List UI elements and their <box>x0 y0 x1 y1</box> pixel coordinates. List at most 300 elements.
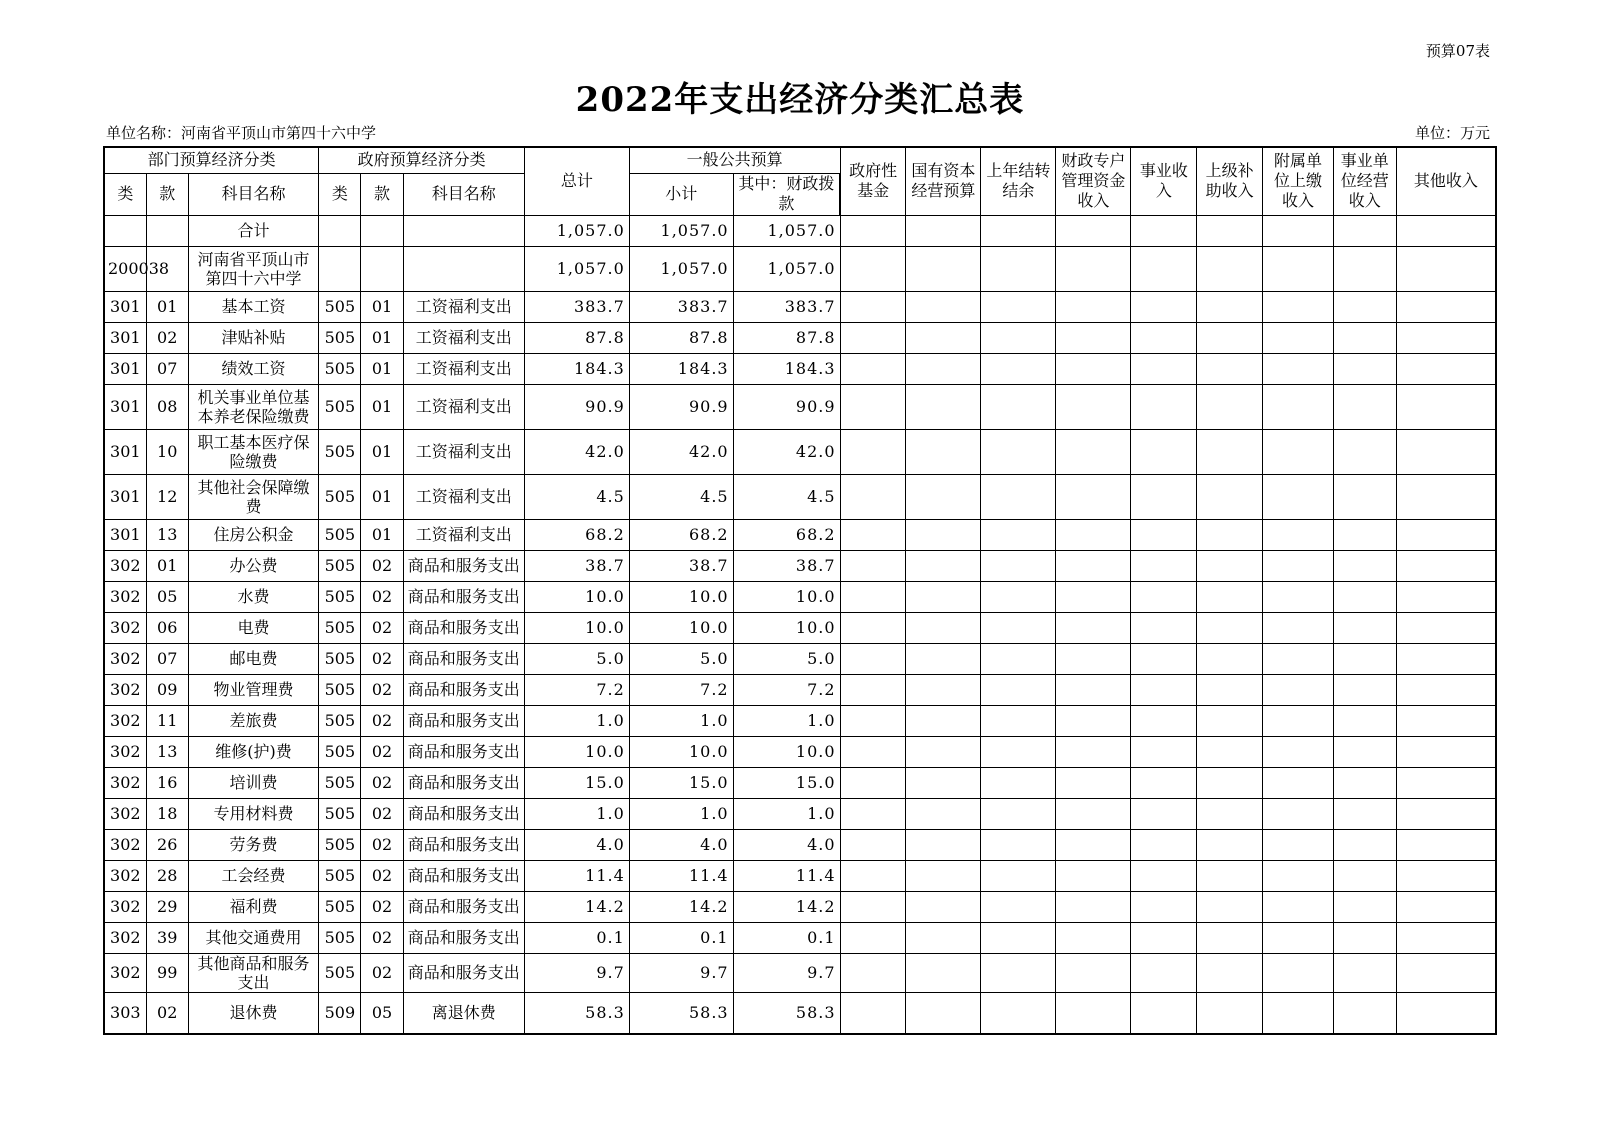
subtotal-cell: 383.7 <box>629 291 733 322</box>
dept-kuan-cell: 01 <box>146 291 188 322</box>
gov-lei-header: 类 <box>319 173 361 215</box>
fiscal-cell: 15.0 <box>733 767 840 798</box>
gov-fund-cell <box>840 612 906 643</box>
operating-income-cell <box>1333 891 1396 922</box>
gov-name-cell: 商品和服务支出 <box>403 891 524 922</box>
gov-fund-cell <box>840 429 906 474</box>
superior-subsidy-cell <box>1197 705 1263 736</box>
gov-name-cell: 商品和服务支出 <box>403 829 524 860</box>
dept-lei-cell: 302 <box>104 860 146 891</box>
dept-name-cell: 津贴补贴 <box>188 322 319 353</box>
carry-over-cell <box>981 519 1056 550</box>
gov-name-cell: 商品和服务支出 <box>403 798 524 829</box>
affiliated-income-cell <box>1263 384 1334 429</box>
gov-lei-cell: 505 <box>319 322 361 353</box>
fiscal-cell: 42.0 <box>733 429 840 474</box>
subtotal-cell: 10.0 <box>629 736 733 767</box>
other-income-cell <box>1396 550 1496 581</box>
carry-over-cell <box>981 474 1056 519</box>
dept-kuan-cell: 11 <box>146 705 188 736</box>
dept-lei-cell: 301 <box>104 322 146 353</box>
dept-lei-cell: 302 <box>104 612 146 643</box>
subtotal-cell: 0.1 <box>629 922 733 953</box>
gov-fund-cell <box>840 322 906 353</box>
table-row <box>104 922 1496 953</box>
carry-over-cell <box>981 246 1056 291</box>
subtotal-cell: 1.0 <box>629 705 733 736</box>
superior-subsidy-cell <box>1197 612 1263 643</box>
gov-lei-cell: 505 <box>319 705 361 736</box>
total-cell: 1,057.0 <box>524 215 629 246</box>
dept-name-cell: 退休费 <box>188 992 319 1034</box>
carry-over-cell <box>981 767 1056 798</box>
superior-subsidy-cell <box>1197 798 1263 829</box>
table-row <box>104 953 1496 992</box>
state-capital-cell <box>906 322 981 353</box>
carry-over-cell <box>981 550 1056 581</box>
gov-kuan-cell: 01 <box>361 519 403 550</box>
gov-fund-cell <box>840 519 906 550</box>
dept-kuan-cell: 99 <box>146 953 188 992</box>
state-capital-cell <box>906 705 981 736</box>
gov-fund-cell <box>840 829 906 860</box>
total-cell: 1,057.0 <box>524 246 629 291</box>
business-income-cell <box>1131 767 1197 798</box>
special-account-cell <box>1056 922 1131 953</box>
subtotal-cell: 4.5 <box>629 474 733 519</box>
dept-name-cell: 邮电费 <box>188 643 319 674</box>
state-capital-cell <box>906 953 981 992</box>
state-capital-cell <box>906 736 981 767</box>
superior-subsidy-cell <box>1197 519 1263 550</box>
affiliated-income-cell <box>1263 953 1334 992</box>
business-income-cell <box>1131 474 1197 519</box>
special-account-cell <box>1056 829 1131 860</box>
carry-over-cell <box>981 860 1056 891</box>
gov-fund-cell <box>840 705 906 736</box>
fiscal-cell: 10.0 <box>733 581 840 612</box>
special-account-cell <box>1056 246 1131 291</box>
dept-name-cell: 住房公积金 <box>188 519 319 550</box>
gov-kuan-cell: 01 <box>361 322 403 353</box>
fiscal-cell: 68.2 <box>733 519 840 550</box>
operating-income-cell <box>1333 353 1396 384</box>
table-row <box>104 736 1496 767</box>
affiliated-income-cell <box>1263 353 1334 384</box>
other-income-cell <box>1396 992 1496 1034</box>
superior-subsidy-cell <box>1197 860 1263 891</box>
gov-kuan-cell: 02 <box>361 581 403 612</box>
subtotal-cell: 10.0 <box>629 612 733 643</box>
fiscal-cell: 38.7 <box>733 550 840 581</box>
other-income-header: 其他收入 <box>1396 147 1496 215</box>
gov-name-cell: 商品和服务支出 <box>403 860 524 891</box>
carry-over-cell <box>981 384 1056 429</box>
operating-income-cell <box>1333 922 1396 953</box>
gov-lei-cell <box>319 246 361 291</box>
subtotal-cell: 1,057.0 <box>629 246 733 291</box>
gov-lei-cell: 505 <box>319 519 361 550</box>
gov-lei-cell: 505 <box>319 581 361 612</box>
dept-name-cell: 福利费 <box>188 891 319 922</box>
dept-kuan-cell: 10 <box>146 429 188 474</box>
table-row <box>104 246 1496 291</box>
special-account-cell <box>1056 767 1131 798</box>
superior-subsidy-cell <box>1197 922 1263 953</box>
operating-income-cell <box>1333 474 1396 519</box>
table-row <box>104 550 1496 581</box>
total-cell: 7.2 <box>524 674 629 705</box>
state-capital-cell <box>906 891 981 922</box>
total-cell: 38.7 <box>524 550 629 581</box>
superior-subsidy-cell <box>1197 322 1263 353</box>
dept-kuan-cell: 02 <box>146 322 188 353</box>
affiliated-income-cell <box>1263 429 1334 474</box>
dept-lei-cell: 301 <box>104 519 146 550</box>
other-income-cell <box>1396 798 1496 829</box>
fiscal-cell: 5.0 <box>733 643 840 674</box>
dept-lei-cell: 302 <box>104 798 146 829</box>
gov-kuan-cell: 01 <box>361 353 403 384</box>
dept-lei-cell: 302 <box>104 705 146 736</box>
fiscal-cell: 90.9 <box>733 384 840 429</box>
superior-subsidy-cell <box>1197 674 1263 705</box>
gov-fund-cell <box>840 922 906 953</box>
business-income-cell <box>1131 246 1197 291</box>
gov-kuan-cell: 01 <box>361 384 403 429</box>
other-income-cell <box>1396 429 1496 474</box>
subtotal-cell: 90.9 <box>629 384 733 429</box>
state-capital-cell <box>906 581 981 612</box>
state-capital-cell <box>906 384 981 429</box>
dept-name-cell: 物业管理费 <box>188 674 319 705</box>
dept-name-cell: 电费 <box>188 612 319 643</box>
dept-lei-cell <box>104 215 146 246</box>
dept-name-header: 科目名称 <box>188 173 319 215</box>
gov-fund-cell <box>840 474 906 519</box>
carry-over-header: 上年结转结余 <box>981 147 1056 215</box>
state-capital-cell <box>906 612 981 643</box>
operating-income-cell <box>1333 322 1396 353</box>
table-row <box>104 767 1496 798</box>
gov-name-cell: 商品和服务支出 <box>403 922 524 953</box>
page-title: 2022年支出经济分类汇总表 <box>575 80 1025 120</box>
state-capital-cell <box>906 767 981 798</box>
business-income-cell <box>1131 519 1197 550</box>
operating-income-cell <box>1333 705 1396 736</box>
other-income-cell <box>1396 674 1496 705</box>
dept-name-cell: 合计 <box>188 215 319 246</box>
carry-over-cell <box>981 215 1056 246</box>
superior-subsidy-cell <box>1197 474 1263 519</box>
gov-lei-cell: 505 <box>319 384 361 429</box>
dept-lei-cell: 302 <box>104 581 146 612</box>
table-row <box>104 429 1496 474</box>
state-capital-cell <box>906 246 981 291</box>
business-income-cell <box>1131 353 1197 384</box>
carry-over-cell <box>981 674 1056 705</box>
gov-lei-cell: 505 <box>319 922 361 953</box>
fiscal-cell: 7.2 <box>733 674 840 705</box>
special-account-cell <box>1056 705 1131 736</box>
gov-lei-cell: 505 <box>319 643 361 674</box>
affiliated-income-cell <box>1263 829 1334 860</box>
gov-fund-cell <box>840 953 906 992</box>
gov-fund-cell <box>840 643 906 674</box>
gov-class-group-header: 政府预算经济分类 <box>319 147 525 173</box>
gov-name-cell: 商品和服务支出 <box>403 643 524 674</box>
carry-over-cell <box>981 953 1056 992</box>
dept-kuan-cell: 29 <box>146 891 188 922</box>
gov-kuan-cell: 02 <box>361 550 403 581</box>
subtotal-cell: 9.7 <box>629 953 733 992</box>
subtotal-cell: 38.7 <box>629 550 733 581</box>
gov-kuan-cell: 01 <box>361 474 403 519</box>
superior-subsidy-cell <box>1197 291 1263 322</box>
dept-name-cell: 其他交通费用 <box>188 922 319 953</box>
operating-income-cell <box>1333 384 1396 429</box>
fiscal-cell: 184.3 <box>733 353 840 384</box>
fiscal-cell: 1,057.0 <box>733 215 840 246</box>
special-account-cell <box>1056 992 1131 1034</box>
other-income-cell <box>1396 829 1496 860</box>
affiliated-income-cell <box>1263 550 1334 581</box>
affiliated-income-cell <box>1263 891 1334 922</box>
subtotal-cell: 87.8 <box>629 322 733 353</box>
carry-over-cell <box>981 705 1056 736</box>
fiscal-cell: 10.0 <box>733 736 840 767</box>
business-income-cell <box>1131 291 1197 322</box>
business-income-cell <box>1131 215 1197 246</box>
table-row <box>104 215 1496 246</box>
other-income-cell <box>1396 353 1496 384</box>
business-income-header: 事业收入 <box>1131 147 1197 215</box>
dept-kuan-cell: 18 <box>146 798 188 829</box>
subtotal-header: 小计 <box>629 173 733 215</box>
dept-kuan-cell: 08 <box>146 384 188 429</box>
table-row <box>104 860 1496 891</box>
operating-income-cell <box>1333 519 1396 550</box>
business-income-cell <box>1131 429 1197 474</box>
other-income-cell <box>1396 767 1496 798</box>
dept-kuan-cell <box>146 215 188 246</box>
dept-lei-cell: 301 <box>104 474 146 519</box>
affiliated-income-cell <box>1263 474 1334 519</box>
state-capital-cell <box>906 829 981 860</box>
state-capital-cell <box>906 922 981 953</box>
state-capital-cell <box>906 474 981 519</box>
dept-kuan-cell: 07 <box>146 353 188 384</box>
total-cell: 4.5 <box>524 474 629 519</box>
table-row <box>104 829 1496 860</box>
gov-kuan-cell: 01 <box>361 291 403 322</box>
total-header: 总计 <box>524 147 629 215</box>
total-cell: 9.7 <box>524 953 629 992</box>
dept-kuan-cell: 07 <box>146 643 188 674</box>
superior-subsidy-cell <box>1197 829 1263 860</box>
special-account-header: 财政专户管理资金收入 <box>1056 147 1131 215</box>
total-cell: 10.0 <box>524 736 629 767</box>
other-income-cell <box>1396 643 1496 674</box>
dept-kuan-cell: 26 <box>146 829 188 860</box>
dept-lei-cell: 200038 <box>104 246 146 291</box>
gov-kuan-cell: 02 <box>361 860 403 891</box>
operating-income-cell <box>1333 291 1396 322</box>
gov-kuan-cell: 02 <box>361 736 403 767</box>
gov-kuan-cell: 02 <box>361 891 403 922</box>
subtotal-cell: 184.3 <box>629 353 733 384</box>
gov-fund-cell <box>840 736 906 767</box>
total-cell: 10.0 <box>524 612 629 643</box>
dept-lei-cell: 301 <box>104 384 146 429</box>
operating-income-header: 事业单位经营收入 <box>1333 147 1396 215</box>
total-cell: 10.0 <box>524 581 629 612</box>
special-account-cell <box>1056 891 1131 922</box>
superior-subsidy-cell <box>1197 384 1263 429</box>
dept-name-cell: 其他社会保障缴费 <box>188 474 319 519</box>
superior-subsidy-cell <box>1197 643 1263 674</box>
dept-kuan-cell: 09 <box>146 674 188 705</box>
gov-name-cell: 商品和服务支出 <box>403 581 524 612</box>
dept-kuan-cell: 13 <box>146 736 188 767</box>
total-cell: 58.3 <box>524 992 629 1034</box>
total-cell: 1.0 <box>524 705 629 736</box>
carry-over-cell <box>981 736 1056 767</box>
operating-income-cell <box>1333 581 1396 612</box>
total-cell: 15.0 <box>524 767 629 798</box>
operating-income-cell <box>1333 860 1396 891</box>
gov-lei-cell: 505 <box>319 353 361 384</box>
gov-fund-cell <box>840 992 906 1034</box>
carry-over-cell <box>981 992 1056 1034</box>
operating-income-cell <box>1333 992 1396 1034</box>
dept-kuan-cell: 16 <box>146 767 188 798</box>
special-account-cell <box>1056 322 1131 353</box>
gov-fund-cell <box>840 353 906 384</box>
special-account-cell <box>1056 519 1131 550</box>
other-income-cell <box>1396 581 1496 612</box>
dept-kuan-cell: 05 <box>146 581 188 612</box>
subtotal-cell: 1.0 <box>629 798 733 829</box>
gov-kuan-cell: 02 <box>361 922 403 953</box>
affiliated-income-header: 附属单位上缴收入 <box>1263 147 1334 215</box>
dept-lei-cell: 301 <box>104 353 146 384</box>
total-cell: 68.2 <box>524 519 629 550</box>
fiscal-cell: 87.8 <box>733 322 840 353</box>
special-account-cell <box>1056 643 1131 674</box>
gov-fund-cell <box>840 384 906 429</box>
affiliated-income-cell <box>1263 705 1334 736</box>
dept-name-cell: 工会经费 <box>188 860 319 891</box>
table-body <box>104 215 1496 1034</box>
total-cell: 87.8 <box>524 322 629 353</box>
special-account-cell <box>1056 674 1131 705</box>
gov-lei-cell: 505 <box>319 860 361 891</box>
gov-lei-cell: 505 <box>319 612 361 643</box>
business-income-cell <box>1131 953 1197 992</box>
gov-fund-cell <box>840 291 906 322</box>
dept-lei-cell: 302 <box>104 736 146 767</box>
table-row <box>104 384 1496 429</box>
business-income-cell <box>1131 550 1197 581</box>
fiscal-cell: 14.2 <box>733 891 840 922</box>
gov-name-cell: 工资福利支出 <box>403 519 524 550</box>
operating-income-cell <box>1333 767 1396 798</box>
state-capital-cell <box>906 291 981 322</box>
fiscal-cell: 11.4 <box>733 860 840 891</box>
special-account-cell <box>1056 353 1131 384</box>
state-capital-cell <box>906 992 981 1034</box>
table-row <box>104 612 1496 643</box>
gov-name-cell: 工资福利支出 <box>403 291 524 322</box>
gov-lei-cell <box>319 215 361 246</box>
table-row <box>104 643 1496 674</box>
fiscal-cell: 4.5 <box>733 474 840 519</box>
subtotal-cell: 7.2 <box>629 674 733 705</box>
affiliated-income-cell <box>1263 215 1334 246</box>
dept-lei-cell: 302 <box>104 891 146 922</box>
business-income-cell <box>1131 860 1197 891</box>
other-income-cell <box>1396 474 1496 519</box>
business-income-cell <box>1131 922 1197 953</box>
affiliated-income-cell <box>1263 992 1334 1034</box>
subtotal-cell: 58.3 <box>629 992 733 1034</box>
gov-fund-cell <box>840 767 906 798</box>
gov-name-cell: 工资福利支出 <box>403 474 524 519</box>
table-row <box>104 891 1496 922</box>
affiliated-income-cell <box>1263 612 1334 643</box>
superior-subsidy-cell <box>1197 215 1263 246</box>
gov-lei-cell: 505 <box>319 953 361 992</box>
dept-lei-cell: 302 <box>104 643 146 674</box>
gov-name-cell: 工资福利支出 <box>403 429 524 474</box>
dept-kuan-cell: 02 <box>146 992 188 1034</box>
business-income-cell <box>1131 674 1197 705</box>
carry-over-cell <box>981 612 1056 643</box>
business-income-cell <box>1131 612 1197 643</box>
state-capital-cell <box>906 674 981 705</box>
gov-lei-cell: 505 <box>319 891 361 922</box>
superior-subsidy-cell <box>1197 992 1263 1034</box>
dept-name-cell: 维修(护)费 <box>188 736 319 767</box>
gov-name-cell: 商品和服务支出 <box>403 612 524 643</box>
superior-subsidy-cell <box>1197 550 1263 581</box>
subtotal-cell: 15.0 <box>629 767 733 798</box>
dept-kuan-cell: 39 <box>146 922 188 953</box>
carry-over-cell <box>981 829 1056 860</box>
dept-class-group-header: 部门预算经济分类 <box>104 147 319 173</box>
other-income-cell <box>1396 612 1496 643</box>
total-cell: 14.2 <box>524 891 629 922</box>
other-income-cell <box>1396 384 1496 429</box>
gov-lei-cell: 505 <box>319 798 361 829</box>
operating-income-cell <box>1333 246 1396 291</box>
dept-kuan-cell: 28 <box>146 860 188 891</box>
dept-kuan-cell: 13 <box>146 519 188 550</box>
gov-lei-cell: 505 <box>319 736 361 767</box>
other-income-cell <box>1396 736 1496 767</box>
operating-income-cell <box>1333 550 1396 581</box>
total-cell: 90.9 <box>524 384 629 429</box>
gov-fund-cell <box>840 674 906 705</box>
gov-fund-cell <box>840 798 906 829</box>
gov-lei-cell: 505 <box>319 474 361 519</box>
carry-over-cell <box>981 322 1056 353</box>
business-income-cell <box>1131 705 1197 736</box>
affiliated-income-cell <box>1263 860 1334 891</box>
carry-over-cell <box>981 891 1056 922</box>
dept-lei-cell: 302 <box>104 953 146 992</box>
